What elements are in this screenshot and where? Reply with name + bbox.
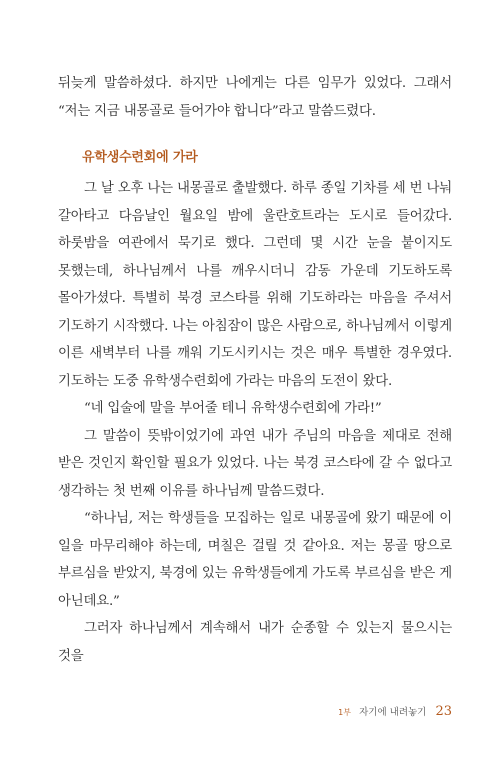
body-paragraph-1: 그 날 오후 나는 내몽골로 출발했다. 하루 종일 기차를 세 번 나눠 갈아타고 다음날인 월요일 밤에 울란호트라는 도시로 들어갔다. 하룻밤을 여관에서 묵기로 했다. 그런데 몇 시간 눈을 붙이지도 못했는데, 하나님께서 나를 깨우시더니 감동 가운데 기도하도록 몰아가셨다. 특별히 북경 코스타를 위해 기도하라는 마음을 주셔서 기도하기 시작했다. 나는 아침잠이 많은 사람으로, 하나님께서 이렇게 이른 새벽부터 나를 깨워 기도시키시는 것은 매우 특별한 경우였다. 기도하는 도중 유학생수련회에 가라는 마음의 도전이 왔다. bbox=[58, 181, 452, 389]
intro-paragraph: 뒤늦게 말씀하셨다. 하지만 나에게는 다른 임무가 있었다. 그래서 “저는 지금 내몽골로 들어가야 합니다”라고 말씀드렸다. bbox=[58, 76, 452, 119]
body-paragraph-3: 그러자 하나님께서 계속해서 내가 순종할 수 있는지 물으시는 것을 bbox=[58, 621, 452, 664]
chapter-number: 1부 bbox=[338, 708, 351, 717]
section-heading: 유학생수련회에 가라 bbox=[82, 150, 198, 165]
quote-paragraph-1: “네 입술에 말을 부어줄 테니 유학생수련회에 가라!” bbox=[84, 401, 382, 416]
body-paragraph-2: 그 말씀이 뜻밖이었기에 과연 내가 주님의 마음을 제대로 전해 받은 것인지 확인할 필요가 있었다. 나는 북경 코스타에 갈 수 없다고 생각하는 첫 번째 이유를 하나님께 말씀드렸다. bbox=[58, 428, 452, 499]
page-body bbox=[58, 70, 452, 670]
page-footer bbox=[338, 700, 452, 719]
page-number: 23 bbox=[435, 704, 452, 719]
quote-paragraph-2: “하나님, 저는 학생들을 모집하는 일로 내몽골에 왔기 때문에 이 일을 마무리해야 하는데, 며칠은 걸릴 것 같아요. 저는 몽골 땅으로 부르심을 받았지, 북경에 있는 유학생들에게 가도록 부르심을 받은 게 아닌데요.” bbox=[58, 511, 452, 609]
chapter-title: 자기에 내려놓기 bbox=[359, 707, 427, 718]
